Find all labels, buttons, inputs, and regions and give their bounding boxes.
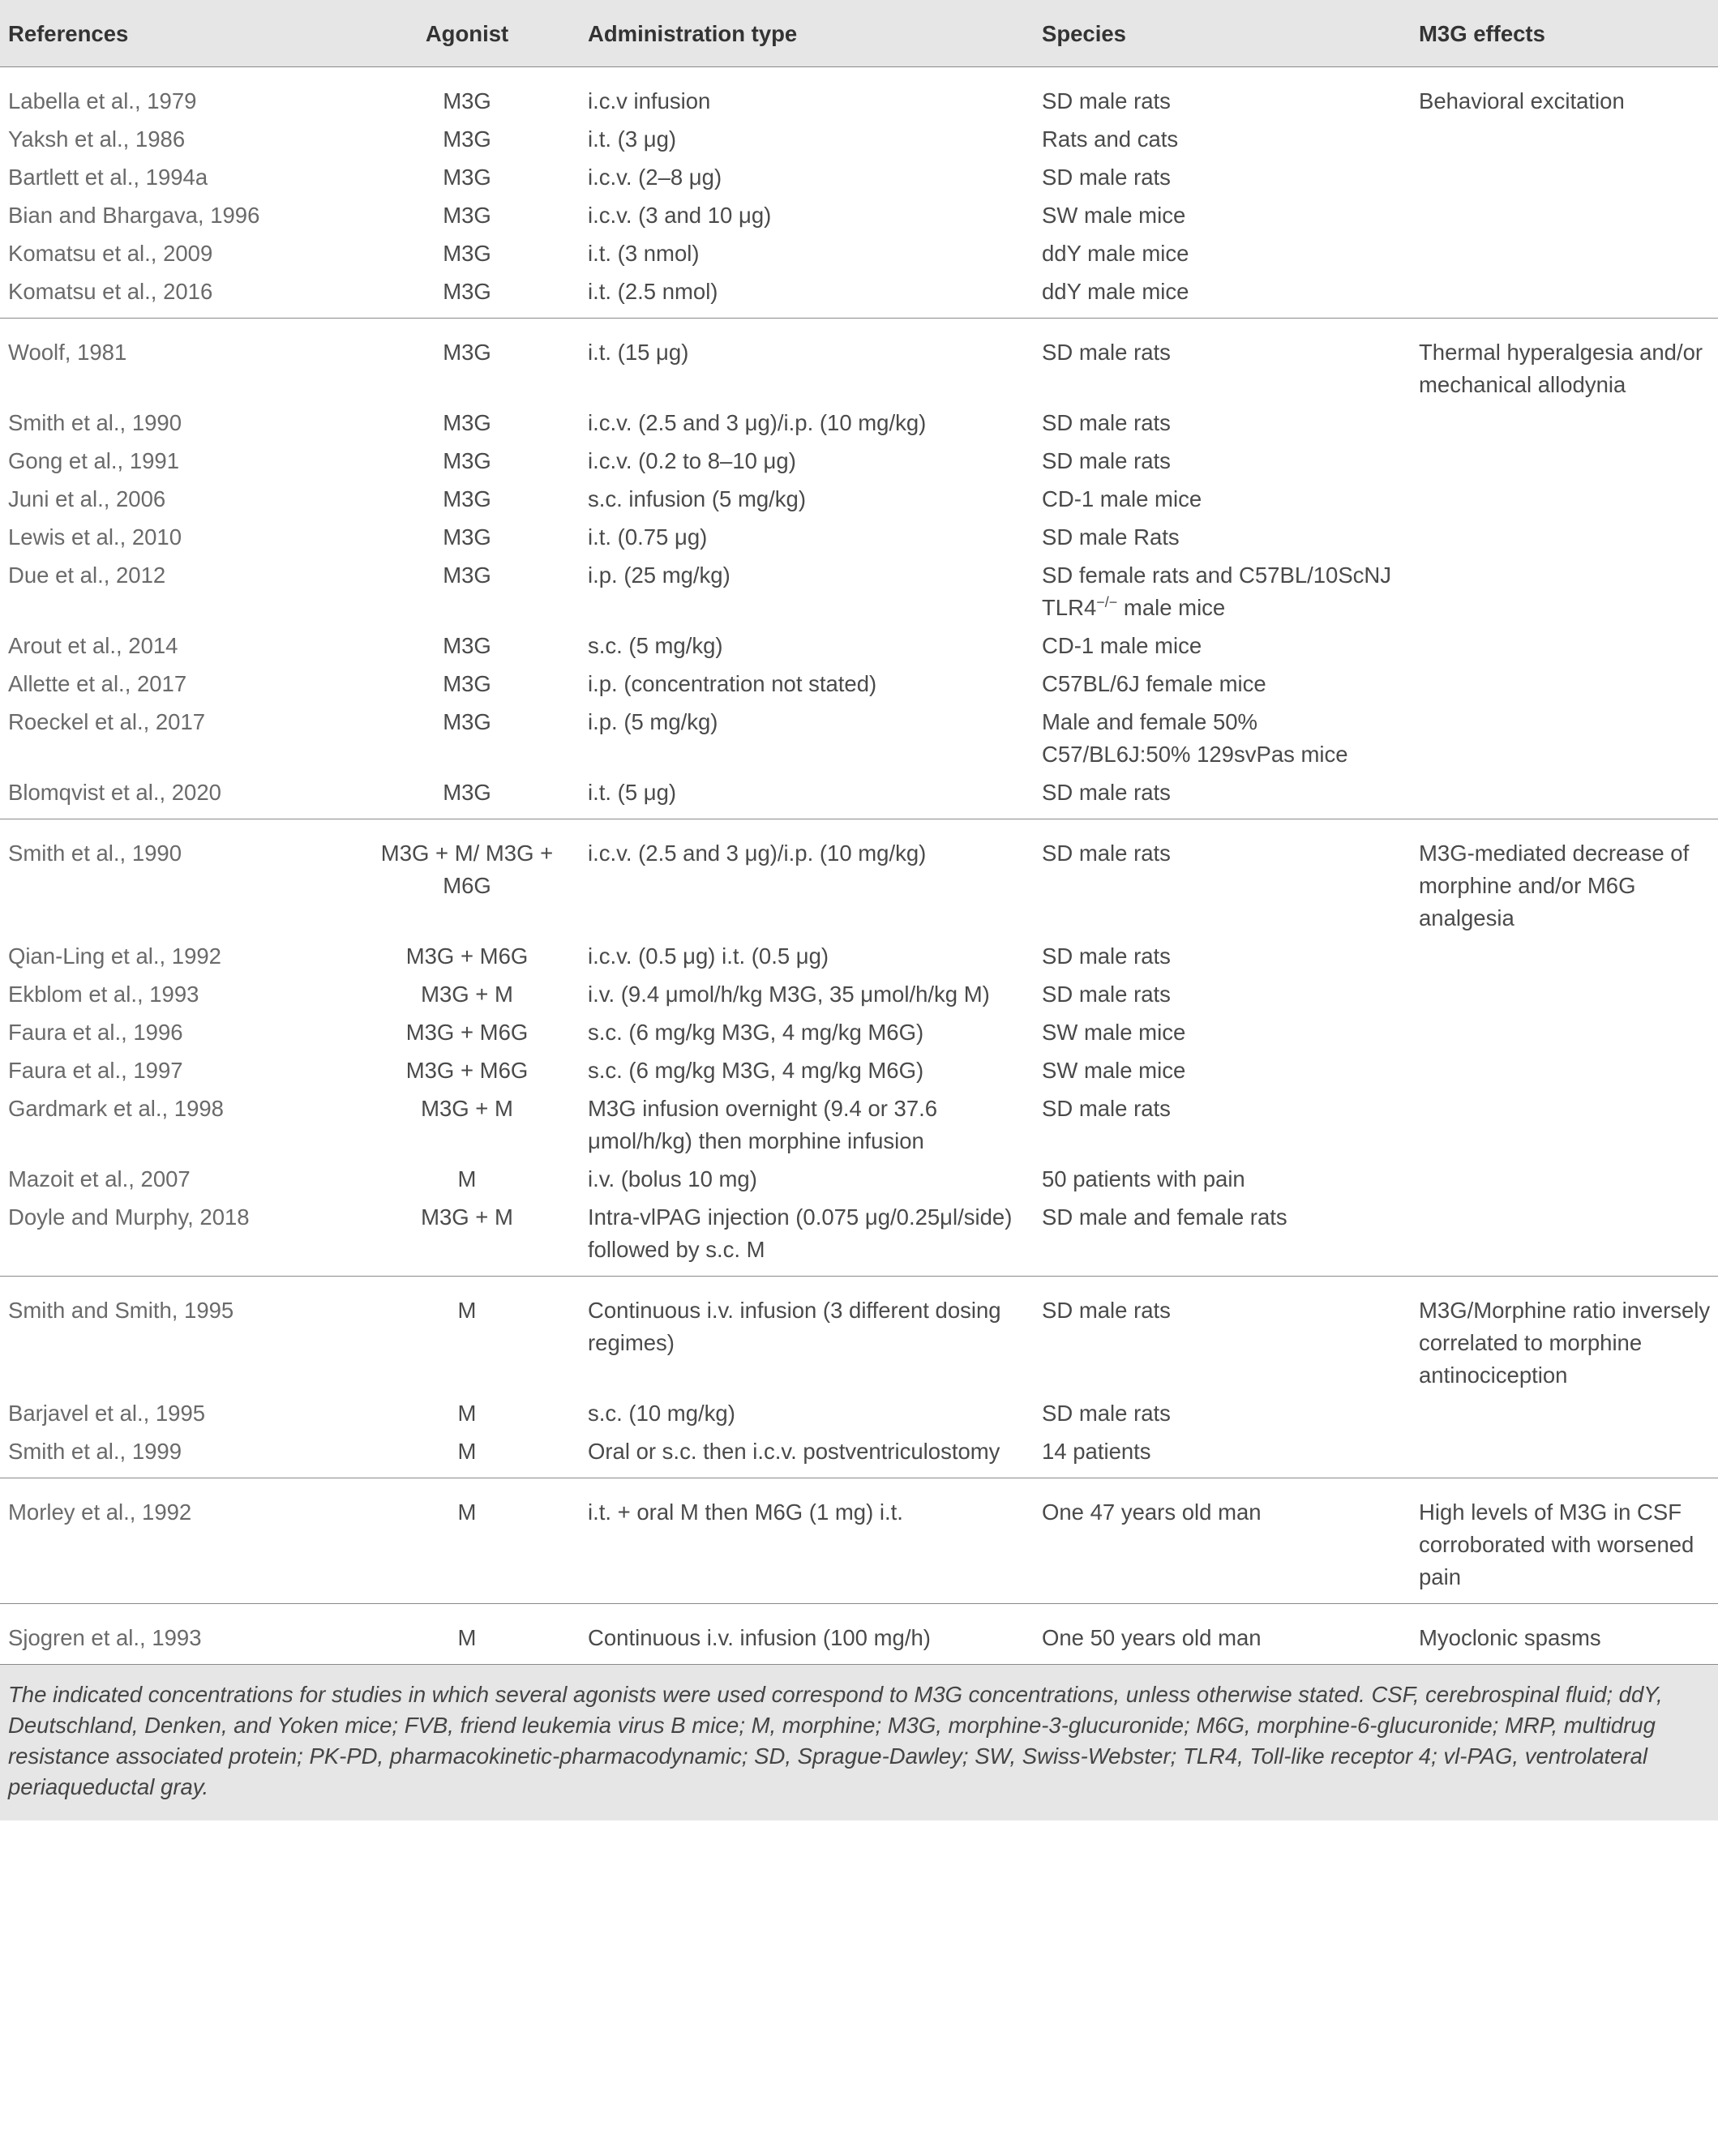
cell-administration-type: i.c.v. (0.5 μg) i.t. (0.5 μg) [588,943,829,969]
table-row [0,1604,1718,1665]
cell-administration-type: i.c.v. (2.5 and 3 μg)/i.p. (10 mg/kg) [588,410,927,435]
cell-species: Male and female 50% C57/BL6J:50% 129svPas mice [1042,709,1348,767]
cell-species: SD male rats [1042,410,1171,435]
cell-agonist: M3G [443,165,491,190]
table-row [0,819,1718,941]
cell-reference: Due et al., 2012 [8,563,166,588]
header-references: References [0,0,353,67]
cell-reference: Roeckel et al., 2017 [8,709,206,734]
cell-reference: Doyle and Murphy, 2018 [0,1201,353,1277]
cell-reference: Juni et al., 2006 [8,486,166,511]
cell-agonist: M3G [443,486,491,511]
cell-m3g-effect [1411,1435,1718,1478]
cell-reference: Arout et al., 2014 [8,633,178,658]
cell-reference: Barjavel et al., 1995 [8,1401,206,1426]
cell-species: SD male rats [1034,776,1411,819]
cell-species: ddY male mice [1042,241,1189,266]
cell-agonist: M3G + M [353,1201,580,1277]
table-row [0,199,1718,237]
cell-administration-type: i.t. (15 μg) [588,340,689,365]
cell-agonist: M3G [443,203,491,228]
header-agonist: Agonist [353,0,580,67]
table-row [0,630,1718,668]
cell-species: SD male rats [1042,1096,1171,1121]
cell-reference: Qian-Ling et al., 1992 [8,943,221,969]
cell-m3g-effect [1411,776,1718,819]
cell-species: C57BL/6J female mice [1042,671,1266,696]
cell-agonist: M3G [353,776,580,819]
cell-m3g-effect: M3G/Morphine ratio inversely correlated to morphine antinociception [1419,1298,1711,1388]
cell-administration-type: s.c. (10 mg/kg) [588,1401,735,1426]
cell-agonist: M3G + M6G [405,943,529,969]
cell-administration-type: M3G infusion overnight (9.4 or 37.6 μmol/h/kg) then morphine infusion [588,1096,938,1153]
table-row [0,1201,1718,1277]
cell-m3g-effect [1411,123,1718,161]
cell-administration-type: i.t. (3 nmol) [588,241,700,266]
cell-agonist: M3G [443,524,491,550]
cell-species: SD male rats [1042,841,1171,866]
cell-reference: Mazoit et al., 2007 [8,1166,191,1191]
cell-agonist: M3G [443,671,491,696]
cell-agonist: M3G [443,633,491,658]
cell-reference: Komatsu et al., 2016 [0,276,353,319]
cell-administration-type: Continuous i.v. infusion (3 different dosing regimes) [588,1298,1001,1355]
cell-reference: Bartlett et al., 1994a [8,165,208,190]
cell-agonist: M [353,1435,580,1478]
cell-reference: Blomqvist et al., 2020 [0,776,353,819]
cell-reference: Gardmark et al., 1998 [8,1096,224,1121]
cell-reference: Woolf, 1981 [8,340,127,365]
cell-reference: Smith et al., 1990 [8,841,182,866]
cell-m3g-effect: High levels of M3G in CSF corroborated with worsened pain [1411,1478,1718,1604]
table-row [0,1054,1718,1093]
table-row [0,1093,1718,1163]
cell-administration-type: i.c.v infusion [588,88,711,113]
table-row [0,978,1718,1016]
cell-species: SD male rats [1042,165,1171,190]
table-row [0,1435,1718,1478]
cell-administration-type: i.t. (2.5 nmol) [580,276,1034,319]
table-row [0,67,1718,124]
cell-agonist: M3G [443,709,491,734]
cell-administration-type: i.p. (5 mg/kg) [588,709,718,734]
cell-agonist: M3G + M [421,1096,513,1121]
cell-administration-type: i.c.v. (2–8 μg) [588,165,722,190]
table-row [0,776,1718,819]
cell-agonist: M3G [443,88,491,113]
cell-administration-type: s.c. (6 mg/kg M3G, 4 mg/kg M6G) [588,1058,924,1083]
cell-m3g-effect [1411,1163,1718,1201]
table-row [0,276,1718,319]
header-administration-type: Administration type [580,0,1034,67]
header-row [0,0,1718,67]
cell-species: 14 patients [1034,1435,1411,1478]
header-m3g-effects: M3G effects [1411,0,1718,67]
cell-administration-type: i.c.v. (3 and 10 μg) [588,203,772,228]
cell-m3g-effect: Thermal hyperalgesia and/or mechanical allodynia [1419,340,1703,397]
cell-species: SD male rats [1042,982,1171,1007]
cell-administration-type: i.v. (bolus 10 mg) [588,1166,757,1191]
cell-m3g-effect [1411,483,1718,521]
cell-agonist: M3G [443,448,491,473]
cell-agonist: M3G + M6G [405,1058,529,1083]
cell-species: CD-1 male mice [1042,486,1202,511]
cell-agonist: M [353,1604,580,1665]
table-row [0,123,1718,161]
cell-reference: Smith and Smith, 1995 [8,1298,234,1323]
cell-reference: Smith et al., 1999 [0,1435,353,1478]
cell-reference: Morley et al., 1992 [0,1478,353,1604]
cell-species: SW male mice [1042,203,1186,228]
cell-administration-type: s.c. (6 mg/kg M3G, 4 mg/kg M6G) [588,1020,924,1045]
cell-m3g-effect [1411,237,1718,276]
cell-agonist: M3G + M6G [405,1020,529,1045]
cell-agonist: M3G + M/ M3G + M6G [380,841,554,898]
cell-reference: Ekblom et al., 1993 [8,982,199,1007]
cell-agonist: M3G [443,126,491,152]
table-header [0,0,1718,67]
table-row [0,706,1718,776]
cell-reference: Yaksh et al., 1986 [8,126,186,152]
superscript-knockout: −/− [1096,593,1118,610]
cell-agonist: M3G [443,241,491,266]
cell-species: SD male rats [1042,1401,1171,1426]
cell-administration-type: Intra-vlPAG injection (0.075 μg/0.25μl/side) followed by s.c. M [580,1201,1034,1277]
cell-agonist: M3G [443,563,491,588]
cell-agonist: M [457,1166,477,1191]
cell-reference: Smith et al., 1990 [8,410,182,435]
table-row [0,407,1718,445]
cell-agonist: M3G + M [421,982,513,1007]
cell-m3g-effect [1411,1093,1718,1163]
cell-m3g-effect [1411,445,1718,483]
table-row [0,559,1718,630]
table-row [0,1163,1718,1201]
cell-agonist: M3G [443,340,491,365]
cell-m3g-effect [1411,940,1718,978]
cell-m3g-effect: Behavioral excitation [1419,88,1625,113]
table-row [0,668,1718,706]
cell-reference: Faura et al., 1996 [8,1020,183,1045]
cell-agonist: M [457,1401,477,1426]
cell-m3g-effect: Myoclonic spasms [1411,1604,1718,1665]
cell-species: One 47 years old man [1034,1478,1411,1604]
cell-administration-type: i.t. (5 μg) [580,776,1034,819]
cell-species: SD male rats [1042,340,1171,365]
cell-reference: Lewis et al., 2010 [8,524,182,550]
cell-species: One 50 years old man [1034,1604,1411,1665]
cell-species: 50 patients with pain [1042,1166,1245,1191]
header-species: Species [1034,0,1411,67]
cell-administration-type: Continuous i.v. infusion (100 mg/h) [580,1604,1034,1665]
cell-administration-type: s.c. infusion (5 mg/kg) [588,486,806,511]
cell-species: SD male rats [1042,1298,1171,1323]
cell-reference: Labella et al., 1979 [8,88,197,113]
cell-administration-type: i.t. + oral M then M6G (1 mg) i.t. [580,1478,1034,1604]
cell-reference: Allette et al., 2017 [8,671,187,696]
table-row [0,1397,1718,1435]
cell-agonist: M [457,1298,477,1323]
cell-m3g-effect [1411,1016,1718,1054]
cell-species: SD male and female rats [1034,1201,1411,1277]
cell-administration-type: i.t. (3 μg) [588,126,677,152]
cell-m3g-effect [1411,559,1718,630]
cell-administration-type: i.c.v. (2.5 and 3 μg)/i.p. (10 mg/kg) [588,841,927,866]
cell-administration-type: i.p. (25 mg/kg) [588,563,730,588]
table-row [0,1478,1718,1604]
cell-m3g-effect [1411,161,1718,199]
cell-species: SW male mice [1042,1058,1186,1083]
cell-agonist: M3G [353,276,580,319]
cell-m3g-effect [1411,407,1718,445]
cell-reference: Gong et al., 1991 [8,448,179,473]
table-body [0,67,1718,1665]
cell-species: SD male Rats [1042,524,1180,550]
cell-m3g-effect [1411,521,1718,559]
cell-m3g-effect [1411,1397,1718,1435]
cell-reference: Faura et al., 1997 [8,1058,183,1083]
cell-species: CD-1 male mice [1042,633,1202,658]
table-footnote: The indicated concentrations for studies in which several agonists were used correspond to M3G concentrations, unless otherwise stated. CSF, cerebrospinal fluid; ddY, Deutschland, Denken, and Yoken mice; FVB, friend leukemia virus B mice; M, morphine; M3G, morphine-3-glucuronide; M6G, morphine-6-glucuronide; MRP, multidrug resistance associated protein; PK-PD, pharmacokinetic-pharmacodynamic; SD, Sprague-Dawley; SW, Swiss-Webster; TLR4, Toll-like receptor 4; vl-PAG, ventrolateral periaqueductal gray. [0,1665,1718,1820]
cell-species: SD female rats and C57BL/10ScNJ TLR4−/− male mice [1042,563,1392,620]
table-row [0,940,1718,978]
cell-m3g-effect [1411,668,1718,706]
cell-m3g-effect [1411,1054,1718,1093]
cell-species: SW male mice [1042,1020,1186,1045]
table-row [0,521,1718,559]
cell-species: Rats and cats [1042,126,1179,152]
cell-m3g-effect [1411,199,1718,237]
cell-agonist: M [353,1478,580,1604]
table-row [0,1277,1718,1398]
cell-administration-type: i.c.v. (0.2 to 8–10 μg) [588,448,796,473]
cell-species: SD male rats [1042,88,1171,113]
cell-administration-type: Oral or s.c. then i.c.v. postventriculostomy [580,1435,1034,1478]
cell-species: SD male rats [1042,448,1171,473]
cell-administration-type: i.v. (9.4 μmol/h/kg M3G, 35 μmol/h/kg M) [588,982,990,1007]
cell-administration-type: i.t. (0.75 μg) [588,524,708,550]
cell-m3g-effect [1411,630,1718,668]
cell-m3g-effect [1411,978,1718,1016]
cell-reference: Bian and Bhargava, 1996 [8,203,260,228]
cell-m3g-effect [1411,1201,1718,1277]
table-row [0,445,1718,483]
table-row [0,319,1718,408]
cell-m3g-effect: M3G-mediated decrease of morphine and/or M6G analgesia [1419,841,1690,930]
cell-administration-type: i.p. (concentration not stated) [588,671,877,696]
cell-m3g-effect [1411,706,1718,776]
cell-species: SD male rats [1042,943,1171,969]
cell-reference: Sjogren et al., 1993 [0,1604,353,1665]
table-row [0,483,1718,521]
cell-species: ddY male mice [1034,276,1411,319]
cell-m3g-effect [1411,276,1718,319]
cell-agonist: M3G [443,410,491,435]
cell-administration-type: s.c. (5 mg/kg) [588,633,723,658]
cell-reference: Komatsu et al., 2009 [8,241,213,266]
table-row [0,237,1718,276]
table-row [0,1016,1718,1054]
table-row [0,161,1718,199]
